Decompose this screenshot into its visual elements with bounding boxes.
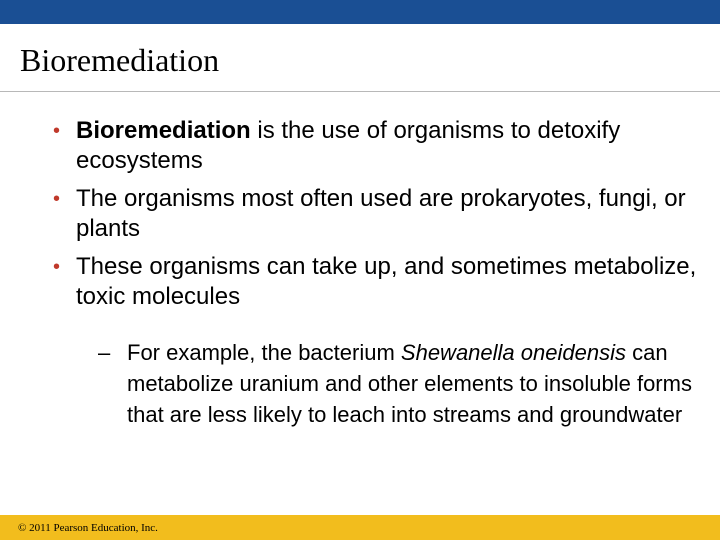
bullet-marker: • <box>53 188 61 210</box>
bullet-keyword: Bioremediation <box>76 117 251 144</box>
bullet-item <box>49 184 699 244</box>
bullet-item <box>49 252 699 312</box>
sub-bullet <box>98 337 720 430</box>
slide-title: Bioremediation <box>20 42 220 78</box>
copyright-notice: © 2011 Pearson Education, Inc. <box>18 522 158 534</box>
bullet-marker: • <box>53 120 61 142</box>
bullet-text: is the use of organisms to detoxify ecosystems <box>76 117 621 174</box>
sub-bullet-text-pre: For example, the bacterium <box>127 340 401 365</box>
bullet-text: These organisms can take up, and sometimes metabolize, toxic molecules <box>76 253 697 310</box>
bullet-text: The organisms most often used are prokaryotes, fungi, or plants <box>76 185 686 242</box>
title-divider <box>0 91 720 92</box>
sub-bullet-text-post: can metabolize uranium and other elements to insoluble forms that are less likely to leach into streams and groundwater <box>127 340 692 427</box>
dash-marker: – <box>98 340 111 365</box>
species-name: Shewanella oneidensis <box>400 340 626 365</box>
top-accent-bar <box>0 0 720 24</box>
bullet-item <box>49 116 699 176</box>
bullet-list <box>49 116 699 320</box>
bullet-marker: • <box>53 256 61 278</box>
